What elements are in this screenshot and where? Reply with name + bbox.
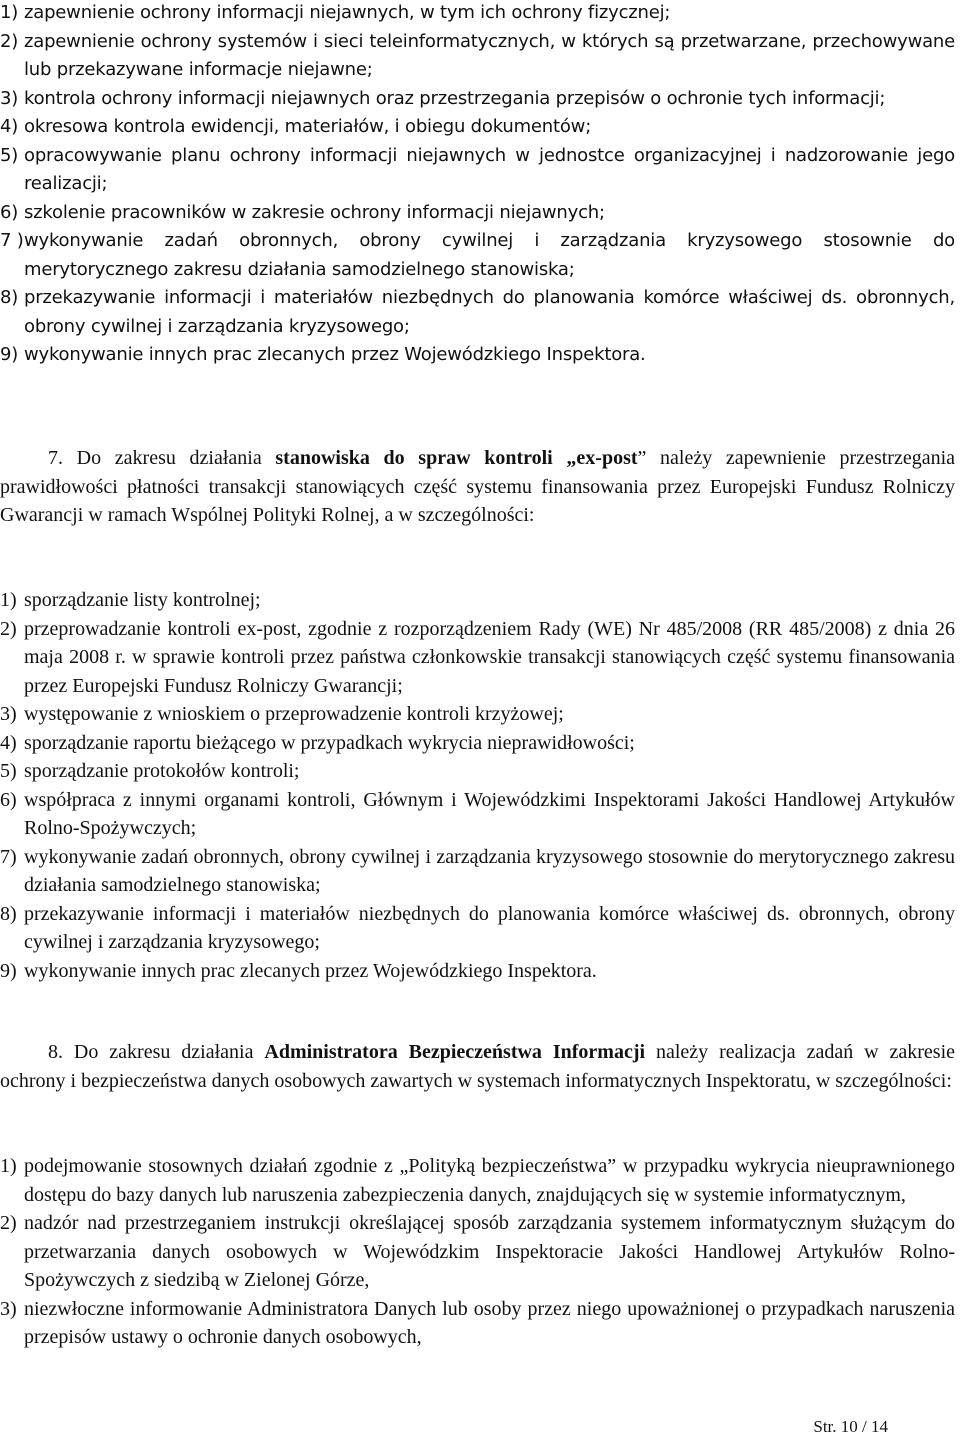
list-item-text: przekazywanie informacji i materiałów niezbędnych do planowania komórce właściwej ds. obronnych, obrony cywilnej i zarządzania kryzysowego; [24,902,955,953]
list-item-text: okresowa kontrola ewidencji, materiałów, i obiegu dokumentów; [24,116,592,137]
list-item-number: 1) [0,2,19,23]
list-item-number: 6) [0,788,17,811]
page-number: Str. 10 / 14 [813,1417,888,1436]
list-item-number: 2) [0,617,17,640]
list-item-text: kontrola ochrony informacji niejawnych oraz przestrzegania przepisów o ochronie tych informacji; [24,87,886,109]
list-item-text: szkolenie pracowników w zakresie ochrony informacji niejawnych; [24,201,605,223]
list-item [0,0,955,28]
list-item [0,957,955,986]
list-item [0,199,955,228]
list-item [0,786,955,843]
list-item-text: wykonywanie innych prac zlecanych przez Wojewódzkiego Inspektora. [24,959,597,982]
list-item-number: 1) [0,1155,17,1177]
list-item-text: występowanie z wnioskiem o przeprowadzenie kontroli krzyżowej; [24,703,564,725]
list-item [0,28,955,85]
section8-title: Administratora Bezpieczeństwa Informacji [264,1041,646,1063]
list-item-text: współpraca z innymi organami kontroli, Głównym i Wojewódzkimi Inspektorami Jakości Handlowej Artykułów Rolno-Spożywczych; [24,788,955,839]
list-item-text: podejmowanie stosownych działań zgodnie z „Polityką bezpieczeństwa” w przypadku wykrycia nieuprawnionego dostępu do bazy danych lub naruszenia zabezpieczenia danych, znajdujących się w systemie informatycznym, [24,1155,955,1206]
list-item-number: 5) [0,760,17,782]
list-item [0,1209,955,1295]
section7 [0,444,955,530]
list-item-text: sporządzanie raportu bieżącego w przypadkach wykrycia nieprawidłowości; [24,731,635,754]
list-item-text: niezwłoczne informowanie Administratora Danych lub osoby przez niego upoważnionej o przypadkach naruszenia przepisów ustawy o ochronie danych osobowych, [24,1297,955,1348]
list-item [0,341,955,370]
list-item-number: 3) [0,1297,17,1320]
section8-intro-after: należy realizacja zadań w zakresie ochrony i bezpieczeństwa danych osobowych zawartych w systemach informatycznych Inspektoratu, w szczególności: [0,1041,956,1092]
list-item [0,113,955,142]
section7-title: stanowiska do spraw kontroli „ex-post [275,447,638,469]
section8-list [0,1152,955,1352]
list-item-number: 2) [0,1212,17,1234]
section7-intro [0,444,955,530]
section7-intro-after: ” należy zapewnienie przestrzegania prawidłowości płatności transakcji stanowiących część systemu finansowania przez Europejski Fundusz Rolniczy Gwarancji w ramach Wspólnej Polityki Rolnej, a w szczególności: [0,447,956,526]
section7-number: 7. [48,447,63,469]
list-item [0,757,955,786]
list-item-number: 1) [0,589,17,611]
list-item [0,1152,955,1209]
list-item-text: sporządzanie protokołów kontroli; [24,760,300,782]
list-item-number: 9) [0,344,19,365]
list-item [0,729,955,758]
section7-list [0,586,955,985]
section7-intro-before: Do zakresu działania [76,447,262,469]
list-item [0,227,955,284]
list-item-number: 5) [0,144,19,166]
list-item-text: wykonywanie innych prac zlecanych przez Wojewódzkiego Inspektora. [24,344,646,365]
section6-list [0,0,955,370]
list-item-number: 4) [0,116,19,137]
list-item-number: 6) [0,201,19,223]
list-item-number: 3) [0,87,19,109]
list-item-number: 9) [0,959,17,982]
list-item-number: 4) [0,731,17,754]
list-item-text: wykonywanie zadań obronnych, obrony cywilnej i zarządzania kryzysowego stosownie do merytorycznego zakresu działania samodzielnego stanowiska; [24,230,955,280]
list-item [0,284,955,341]
list-item-text: zapewnienie ochrony informacji niejawnych, w tym ich ochrony fizycznej; [24,2,671,23]
list-item [0,900,955,957]
list-item-text: sporządzanie listy kontrolnej; [24,589,261,611]
list-item-number: 8) [0,287,19,308]
section8 [0,1038,955,1095]
list-item-number: 7 ) [0,230,24,251]
list-item-number: 8) [0,902,17,925]
list-item-text: wykonywanie zadań obronnych, obrony cywilnej i zarządzania kryzysowego stosownie do merytorycznego zakresu działania samodzielnego stanowiska; [24,845,955,896]
list-item-text: przekazywanie informacji i materiałów niezbędnych do planowania komórce właściwej ds. obronnych, obrony cywilnej i zarządzania kryzysowego; [24,287,955,337]
list-item-text: zapewnienie ochrony systemów i sieci teleinformatycznych, w których są przetwarzane, przechowywane lub przekazywane informacje niejawne; [24,30,955,80]
list-item-number: 7) [0,845,17,868]
list-item [0,586,955,615]
list-item [0,142,955,199]
list-item [0,700,955,729]
section8-intro-before: Do zakresu działania [73,1041,254,1063]
list-item-text: opracowywanie planu ochrony informacji niejawnych w jednostce organizacyjnej i nadzorowanie jego realizacji; [24,144,955,194]
list-item [0,843,955,900]
section8-number: 8. [48,1041,63,1063]
list-item-text: nadzór nad przestrzeganiem instrukcji określającej sposób zarządzania systemem informatycznym służącym do przetwarzania danych osobowych w Wojewódzkim Inspektoracie Jakości Handlowej Artykułów Rolno- Spożywczych z siedzibą w Zielonej Górze, [24,1212,955,1291]
list-item-number: 3) [0,703,17,725]
section8-intro [0,1038,955,1095]
list-item-number: 2) [0,30,19,52]
list-item [0,615,955,701]
list-item-text: przeprowadzanie kontroli ex-post, zgodnie z rozporządzeniem Rady (WE) Nr 485/2008 (RR 485/2008) z dnia 26 maja 2008 r. w sprawie kontroli przez państwa członkowskie transakcji stanowiących część systemu finansowania przez Europejski Fundusz Rolniczy Gwarancji; [24,617,955,697]
list-item [0,85,955,114]
list-item [0,1295,955,1352]
